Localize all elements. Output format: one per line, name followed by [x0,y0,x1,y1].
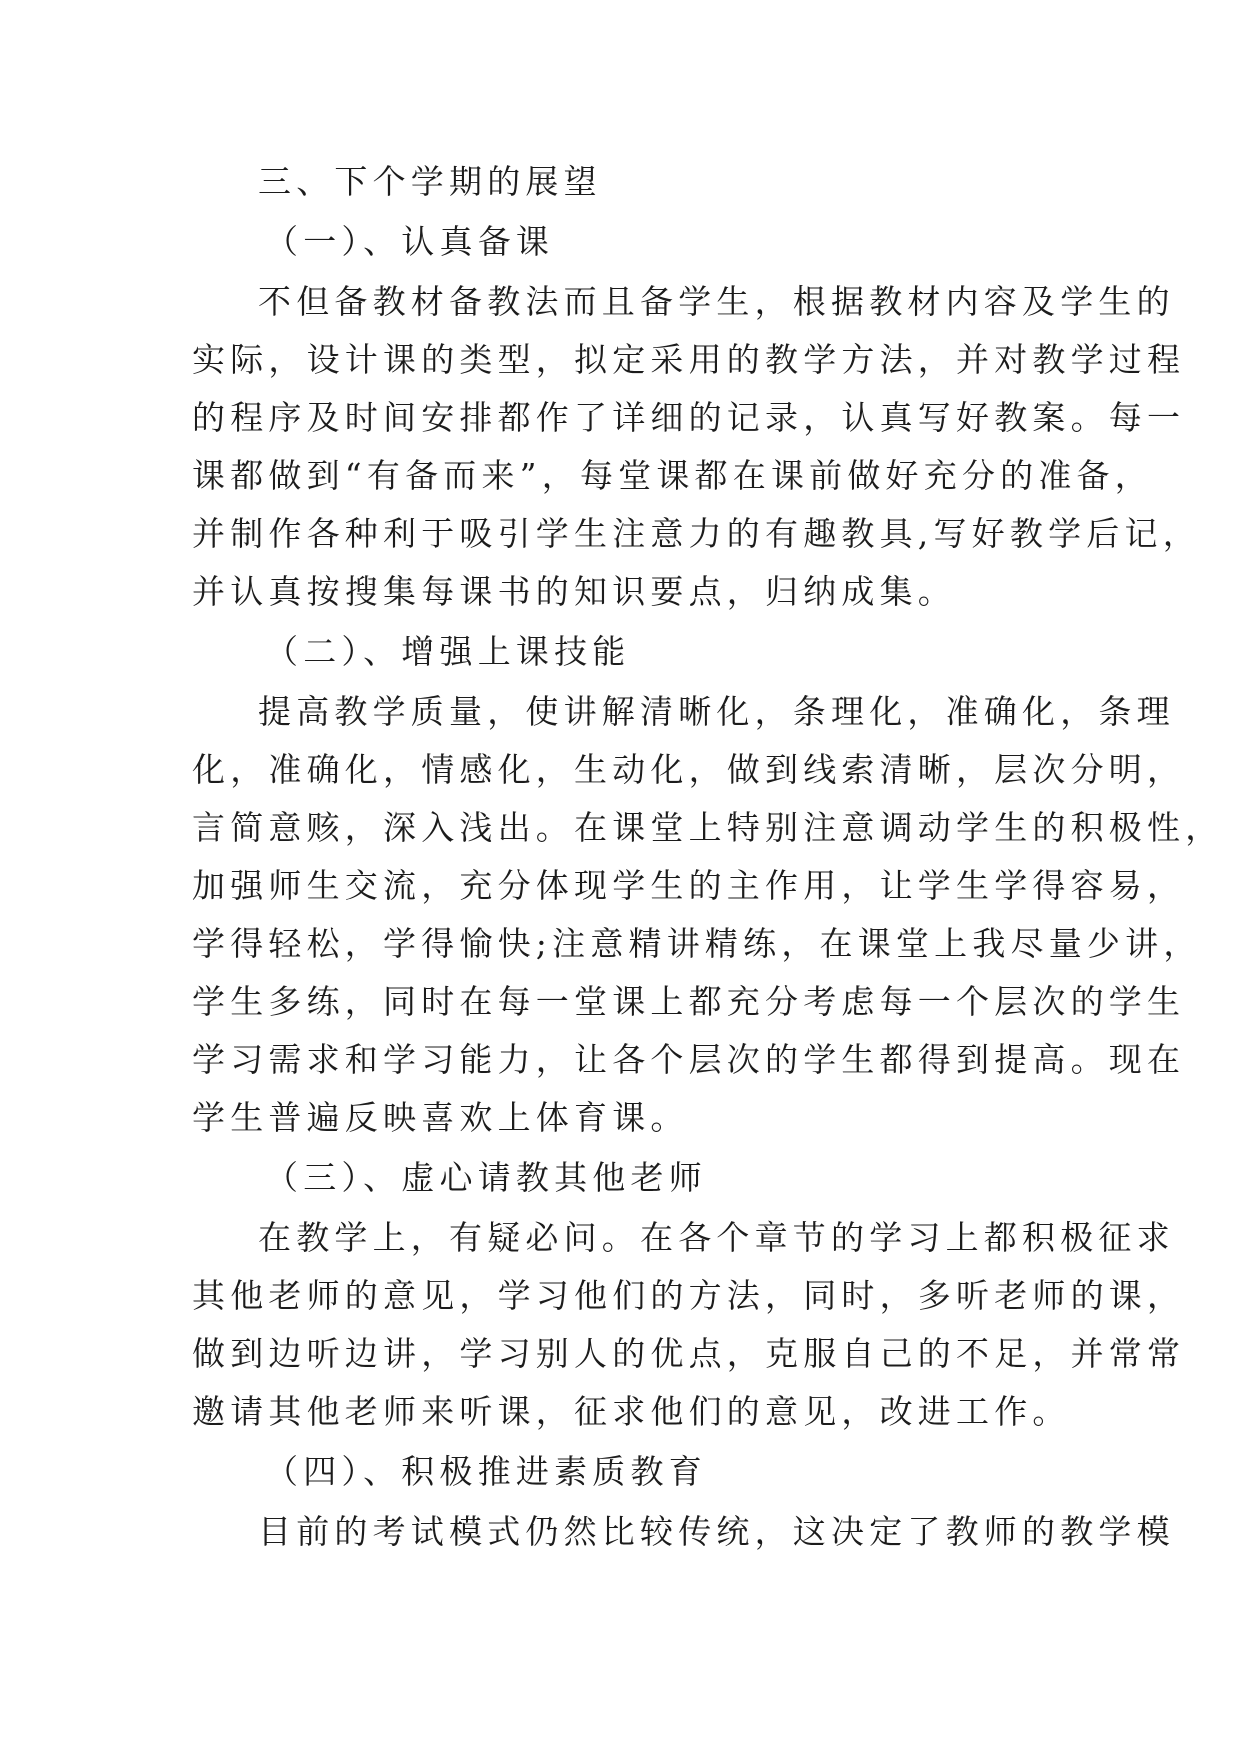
paragraph-line: 学生多练，同时在每一堂课上都充分考虑每一个层次的学生 [192,982,1186,1021]
subsection-heading-4: （四）、积极推进素质教育 [265,1452,707,1491]
paragraph-line: 其他老师的意见，学习他们的方法，同时，多听老师的课， [192,1276,1186,1315]
paragraph-line: 实际，设计课的类型，拟定采用的教学方法，并对教学过程 [192,340,1186,379]
paragraph-line: 学生普遍反映喜欢上体育课。 [192,1098,689,1137]
paragraph-line: 并制作各种利于吸引学生注意力的有趣教具,写好教学后记， [192,514,1201,553]
paragraph-line: 学得轻松，学得愉快;注意精讲精练，在课堂上我尽量少讲， [192,924,1202,963]
subsection-heading-2: （二）、增强上课技能 [265,632,631,671]
paragraph-line: 化，准确化，情感化，生动化，做到线索清晰，层次分明， [192,750,1186,789]
paragraph-line: 言简意赅，深入浅出。在课堂上特别注意调动学生的积极性， [192,808,1224,847]
paragraph-line: 并认真按搜集每课书的知识要点，归纳成集。 [192,572,956,611]
paragraph-line: 课都做到“有备而来”，每堂课都在课前做好充分的准备， [192,456,1153,495]
paragraph-line: 学习需求和学习能力，让各个层次的学生都得到提高。现在 [192,1040,1186,1079]
paragraph-line: 加强师生交流，充分体现学生的主作用，让学生学得容易， [192,866,1186,905]
section-heading: 三、下个学期的展望 [258,162,602,201]
paragraph-line: 目前的考试模式仍然比较传统，这决定了教师的教学模 [258,1512,1175,1551]
subsection-heading-3: （三）、虚心请教其他老师 [265,1158,707,1197]
paragraph-line: 做到边听边讲，学习别人的优点，克服自己的不足，并常常 [192,1334,1186,1373]
paragraph-line: 不但备教材备教法而且备学生，根据教材内容及学生的 [258,282,1175,321]
paragraph-line: 的程序及时间安排都作了详细的记录，认真写好教案。每一 [192,398,1186,437]
paragraph-line: 提高教学质量，使讲解清晰化，条理化，准确化，条理 [258,692,1175,731]
subsection-heading-1: （一）、认真备课 [265,222,555,261]
paragraph-line: 邀请其他老师来听课，征求他们的意见，改进工作。 [192,1392,1071,1431]
paragraph-line: 在教学上，有疑必问。在各个章节的学习上都积极征求 [258,1218,1175,1257]
